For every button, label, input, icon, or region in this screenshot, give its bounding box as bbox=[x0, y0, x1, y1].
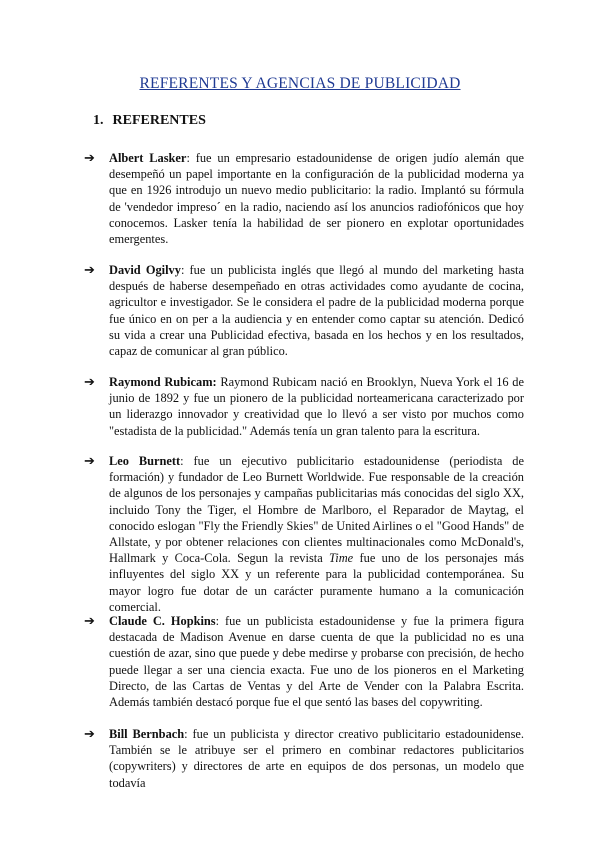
entry-name: Claude C. Hopkins bbox=[109, 614, 216, 628]
entry-name: Raymond Rubicam: bbox=[109, 375, 217, 389]
entry-albert-lasker bbox=[84, 150, 524, 247]
magazine-name: Time bbox=[329, 551, 354, 566]
entry-text bbox=[109, 613, 524, 710]
entry-description: : fue un empresario estadounidense de origen judío alemán que desempeñó un papel importante en la configuración de la publicidad moderna ya que en 1926 introdujo un nuevo medio publicitario: la radio. Implantó su fórmula de 'vendedor impreso´ en la radio, naciendo así los anuncios radiofónicos que hoy conocemos. Lasker tenía la habilidad de ser pionero en explotar oportunidades emergentes. bbox=[109, 151, 524, 247]
document-title: REFERENTES Y AGENCIAS DE PUBLICIDAD bbox=[139, 75, 461, 92]
entry-leo-burnett bbox=[84, 453, 524, 615]
entry-description: : fue un publicista estadounidense y fue la primera figura destacada de Madison Avenue en darse cuenta de que la publicidad no es una cuestión de azar, sino que puede y debe medirse y probarse con precisión, de hecho puede llegar a ser una ciencia exacta. Fue uno de los pioneros en el Marketing Directo, de las Cartas de Ventas y del Arte de Vender con la Palabra Escrita. Además también destacó porque fue el que sentó las bases del copywriting. bbox=[109, 614, 524, 710]
entry-description: : fue un publicista inglés que llegó al mundo del marketing hasta después de haberse desempeñado en otras actividades como ayudante de cocina, agricultor e investigador. Se le considera el padre de la publicidad moderna porque fue único en on per a la audiencia y en entender como captar su atención. Dedicó su vida a crear una Publicidad efectiva, basada en los hechos y en los resultados, capaz de comunicar al gran público. bbox=[109, 263, 524, 359]
entry-claude-hopkins bbox=[84, 613, 524, 710]
entry-name: Albert Lasker bbox=[109, 151, 187, 165]
arrow-bullet-icon: ➔ bbox=[84, 150, 95, 165]
section-title: REFERENTES bbox=[112, 113, 206, 128]
entry-name: David Ogilvy bbox=[109, 263, 181, 277]
section-heading bbox=[93, 113, 206, 129]
entry-text bbox=[109, 374, 524, 439]
entry-raymond-rubicam bbox=[84, 374, 524, 439]
entry-text bbox=[109, 150, 524, 247]
entry-description: : fue un publicista y director creativo publicitario estadounidense. También se le atribuye ser el primero en combinar redactores publicitarios (copywriters) y directores de arte en equipos de dos personas, un modelo que todavía bbox=[109, 727, 525, 790]
entry-text bbox=[109, 453, 524, 615]
entry-name: Bill Bernbach bbox=[109, 727, 185, 741]
entry-description-part2: fue uno de los personajes más influyentes del siglo XX y un referente para la publicidad contemporánea. Su mayor logro fue dotar de un carácter puramente humano a la comunicación comercial. bbox=[109, 551, 524, 614]
arrow-bullet-icon: ➔ bbox=[84, 613, 95, 628]
arrow-bullet-icon: ➔ bbox=[84, 374, 95, 389]
entry-name: Leo Burnett bbox=[109, 454, 181, 468]
entry-text bbox=[109, 262, 524, 359]
entry-bill-bernbach bbox=[84, 726, 524, 791]
arrow-bullet-icon: ➔ bbox=[84, 726, 95, 741]
entry-description: Raymond Rubicam nació en Brooklyn, Nueva York el 16 de junio de 1892 y fue un pionero de la publicidad norteamericana caracterizado por un liderazgo innovador y creatividad que lo llevó a ser visto por muchos como "estadista de la publicidad." Además tenía un gran talento para la escritura. bbox=[109, 375, 524, 438]
arrow-bullet-icon: ➔ bbox=[84, 453, 95, 468]
arrow-bullet-icon: ➔ bbox=[84, 262, 95, 277]
section-number: 1. bbox=[93, 113, 104, 128]
entry-description-part1: : fue un ejecutivo publicitario estadounidense (periodista de formación) y fundador de Leo Burnett Worldwide. Fue responsable de la creación de algunos de los personajes y campañas publicitarias más conocidas del siglo XX, incluido Tony the Tiger, el Hombre de Marlboro, el Reparador de Maytag, el conocido eslogan "Fly the Friendly Skies" de United Airlines o el "Good Hands" de Allstate, y por obtener relaciones con clientes multinacionales como McDonald's, Hallmark y Coca-Cola. Segun la revista bbox=[109, 454, 524, 566]
entry-david-ogilvy bbox=[84, 262, 524, 359]
entry-text bbox=[109, 726, 524, 791]
